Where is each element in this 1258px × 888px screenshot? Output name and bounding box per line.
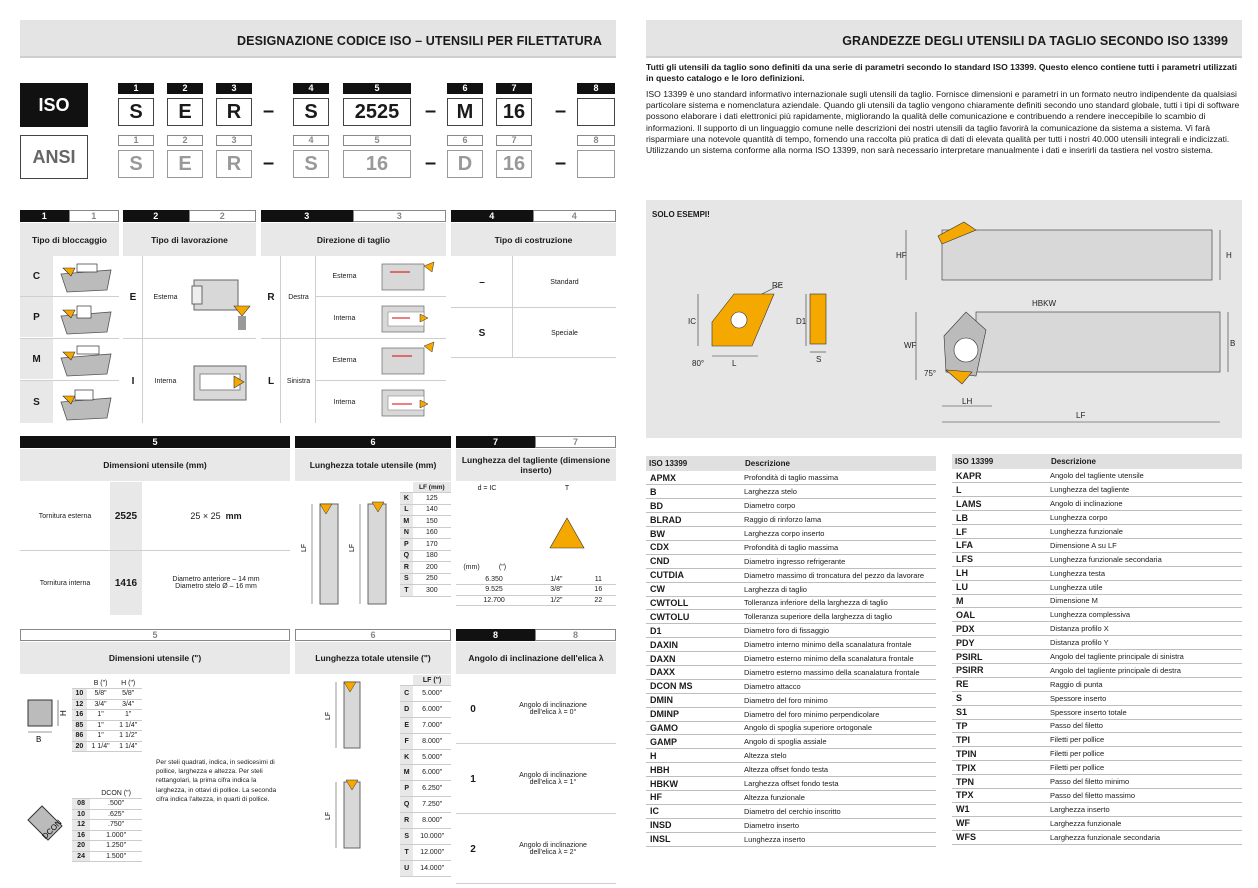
table-row: WFS Larghezza funzionale secondaria [952, 830, 1242, 844]
iso-code-box: E [167, 98, 203, 126]
section-4-title: Tipo di costruzione [451, 223, 616, 256]
direction-illustrations [376, 258, 444, 422]
table-row: LH Lunghezza testa [952, 566, 1242, 580]
section-2-title: Tipo di lavorazione [123, 223, 256, 256]
table-row: LU Lunghezza utile [952, 580, 1242, 594]
helix-code: 2 [470, 843, 476, 855]
inch-unit: (") [498, 563, 507, 571]
table-row: 86 1" 1 1/2" [72, 731, 142, 742]
section-5b-title: Dimensioni utensile (") [20, 642, 290, 674]
svg-text:HBKW: HBKW [1032, 299, 1056, 308]
svg-text:B: B [36, 735, 42, 744]
dimension-label: Tornitura esterna [38, 512, 92, 520]
dimension-code: 2525 [110, 482, 142, 550]
tool-length-inch-illustration [320, 678, 380, 872]
direction-sub: Interna [333, 398, 356, 406]
table-row: DCON MS Diametro attacco [646, 679, 936, 693]
table-row: N 160 [400, 527, 451, 539]
left-page-title: DESIGNAZIONE CODICE ISO – UTENSILI PER FILETTATURA [20, 20, 616, 58]
ansi-code-box: 16 [496, 150, 532, 178]
section-2-header: 2 2 [123, 210, 256, 222]
table-row: DAXN Diametro esterno minimo della scanalatura frontale [646, 652, 936, 666]
operation-code: I [131, 375, 135, 387]
mm-unit: (mm) [463, 563, 480, 571]
table-row: M Dimensione M [952, 594, 1242, 608]
insert-size-table [456, 574, 616, 606]
direction-sub: Esterna [332, 356, 357, 364]
position-number: 1 [118, 83, 154, 94]
position-number: 8 [577, 83, 615, 94]
construction-label: Speciale [551, 329, 578, 337]
table-row: S 10.000" [400, 829, 451, 845]
table-row: LFA Dimensione A su LF [952, 538, 1242, 552]
table-row: E 7.000" [400, 717, 451, 733]
direction-code: R [267, 292, 275, 303]
clamp-code: C [20, 256, 53, 296]
section-5-title: Dimensioni utensile (mm) [20, 449, 290, 481]
svg-text:HF: HF [896, 251, 907, 260]
svg-text:L: L [732, 359, 737, 368]
table-row: PSIRR Angolo del tagliente principale di destra [952, 663, 1242, 677]
section-6b-header: 6 [295, 629, 451, 641]
iso-label: ISO [20, 83, 88, 127]
direction-sub: Interna [333, 314, 356, 322]
table-row: LF Lunghezza funzionale [952, 525, 1242, 539]
table-row: DAXIN Diametro interno minimo della scanalatura frontale [646, 638, 936, 652]
iso-code-box: M [447, 98, 483, 126]
shank-inch-table: B (") H (") 10 5/8" 5/8" 12 3/4" 3/4" 16 1" 1" 85 1" 1 1/4" 86 1" 1 1/2" 20 1 1/4" 1 1/4" [72, 678, 142, 752]
construction-code: S [478, 327, 486, 339]
ic-header: d = IC [477, 484, 497, 492]
helix-code: 0 [470, 703, 476, 715]
svg-text:IC: IC [688, 317, 696, 326]
iso-code-box: R [216, 98, 252, 126]
position-number: 7 [496, 135, 532, 146]
section-1-header: 1 1 [20, 210, 119, 222]
position-number: 4 [293, 83, 329, 94]
table-row: INSL Lunghezza inserto [646, 832, 936, 846]
length-table-inch: LF (") C 5.000" D 6.000" E 7.000" F 8.000" K 5.000" M 6.000" P 6.250" Q 7.250" R 8.000" S 10.000" T 12.000" U 14.000" [400, 675, 451, 877]
table-row: KAPR Angolo del tagliente utensile [952, 469, 1242, 483]
operation-code: E [129, 292, 137, 303]
helix-desc: Angolo di inclinazione dell'elica λ = 2° [519, 842, 587, 856]
ansi-code-box: D [447, 150, 483, 178]
table-row: S 250 [400, 573, 451, 585]
table-row: DMIN Diametro del foro minimo [646, 693, 936, 707]
section-4-header: 4 4 [451, 210, 616, 222]
table-row: HBH Altezza offset fondo testa [646, 763, 936, 777]
ansi-code-box: 16 [343, 150, 411, 178]
table-row: CW Larghezza di taglio [646, 582, 936, 596]
ansi-code-box [577, 150, 615, 178]
table-row: TPI Filetti per pollice [952, 733, 1242, 747]
table-row: CND Diametro ingresso refrigerante [646, 554, 936, 568]
clamp-code: P [20, 297, 53, 337]
table-row: PDX Distanza profilo X [952, 622, 1242, 636]
table-row: R 200 [400, 562, 451, 574]
table-row: 08 .500" [72, 799, 142, 810]
table-row: B Larghezza stelo [646, 485, 936, 499]
iso-param-table-2: ISO 13399 Descrizione KAPR Angolo del tagliente utensile L Lunghezza del tagliente LAMS Angolo di inclinazione LB Lunghezza corpo LF Lunghezza funzionale LFA Dimensione A su LF LFS Lunghezza funzionale secondaria LH Lunghezza testa LU Lunghezza utile M Dimensione M OAL Lunghezza complessiva PDX Distanza profilo X PDY Distanza profilo Y PSIRL Angolo del tagliente principale di sinistra PSIRR Angolo del tagliente principale di destra RE Raggio di punta S Spessore inserto S1 Spessore inserto totale TP Passo del filetto TPI Filetti per pollice TPIN Filetti per pollice TPIX Filetti per pollice TPN Passo del filetto minimo TPX Passo del filetto massimo W1 Larghezza inserto WF Larghezza funzionale WFS Larghezza funzionale secondaria [952, 454, 1242, 845]
direction-label: Destra [288, 294, 309, 301]
table-row: 16 1" 1" [72, 710, 142, 721]
table-row: CWTOLL Tolleranza inferiore della larghezza di taglio [646, 596, 936, 610]
table-row: INSD Diametro inserto [646, 818, 936, 832]
code-separator: – [555, 100, 567, 122]
section-8-header: 8 8 [456, 629, 616, 641]
dimension-code: 1416 [110, 551, 142, 615]
section-1-title: Tipo di bloccaggio [20, 223, 119, 256]
position-number: 8 [577, 135, 615, 146]
table-row: T 300 [400, 585, 451, 597]
iso-code-box: 16 [496, 98, 532, 126]
code-separator: – [425, 100, 437, 122]
examples-label: SOLO ESEMPI! [652, 210, 710, 219]
table-row: W1 Larghezza inserto [952, 802, 1242, 816]
table-row: C 5.000" [400, 686, 451, 702]
clamp-type-illustrations [53, 256, 119, 423]
section-5b-header: 5 [20, 629, 290, 641]
iso-param-table-1: ISO 13399 Descrizione APMX Profondità di taglio massima B Larghezza stelo BD Diametro corpo BLRAD Raggio di rinforzo lama BW Larghezza corpo inserto CDX Profondità di taglio massima CND Diametro ingresso refrigerante CUTDIA Diametro massimo di troncatura del pezzo da lavorare CW Larghezza di taglio CWTOLL Tolleranza inferiore della larghezza di taglio CWTOLU Tolleranza superiore della larghezza di taglio D1 Diametro foro di fissaggio DAXIN Diametro interno minimo della scanalatura frontale DAXN Diametro esterno minimo della scanalatura frontale DAXX Diametro esterno massimo della scanalatura frontale DCON MS Diametro attacco DMIN Diametro del foro minimo DMINP Diametro del foro minimo perpendicolare GAMO Angolo di spoglia superiore ortogonale GAMP Angolo di spoglia assiale H Altezza stelo HBH Altezza offset fondo testa HBKW Larghezza offset fondo testa HF Altezza funzionale IC Diametro del cerchio inscritto INSD Diametro inserto INSL Lunghezza inserto [646, 456, 936, 847]
helix-code: 1 [470, 773, 476, 785]
position-number: 3 [216, 83, 252, 94]
table-row: M 6.000" [400, 765, 451, 781]
iso-code-box [577, 98, 615, 126]
position-number: 5 [343, 135, 411, 146]
table-row: 12 3/4" 3/4" [72, 699, 142, 710]
svg-text:LF: LF [1076, 411, 1086, 420]
position-number: 6 [447, 83, 483, 94]
table-row: OAL Lunghezza complessiva [952, 608, 1242, 622]
table-row: LB Lunghezza corpo [952, 511, 1242, 525]
section-8-title: Angolo di inclinazione dell'elica λ [456, 642, 616, 674]
section-6-title: Lunghezza totale utensile (mm) [295, 449, 451, 481]
table-row: TP Passo del filetto [952, 719, 1242, 733]
svg-text:80°: 80° [692, 359, 705, 368]
table-row: TPIX Filetti per pollice [952, 761, 1242, 775]
table-row: 85 1" 1 1/4" [72, 720, 142, 731]
table-row: TPIN Filetti per pollice [952, 747, 1242, 761]
section-6b-title: Lunghezza totale utensile (") [295, 642, 451, 674]
direction-sub: Esterna [332, 273, 357, 280]
svg-text:LF: LF [325, 711, 332, 720]
section-6-header: 6 [295, 436, 451, 448]
table-row: F 8.000" [400, 733, 451, 749]
code-separator: – [425, 152, 437, 174]
right-page-title: GRANDEZZE DEGLI UTENSILI DA TAGLIO SECONDO ISO 13399 [646, 20, 1242, 58]
svg-text:LF: LF [349, 543, 356, 552]
svg-text:LF: LF [301, 543, 308, 552]
table-row: L 140 [400, 504, 451, 516]
table-row: DMINP Diametro del foro minimo perpendicolare [646, 707, 936, 721]
table-row: 16 1.000" [72, 830, 142, 841]
iso-code-box: 2525 [343, 98, 411, 126]
table-row: P 170 [400, 539, 451, 551]
intro-bold: Tutti gli utensili da taglio sono definiti da una serie di parametri secondo lo standard ISO 13399. Questo elenco contiene tutti i parametri utilizzati in questo catalogo e le loro definizioni. [646, 62, 1238, 84]
dimension-desc: 25 × 25 mm [190, 511, 242, 521]
table-row: LAMS Angolo di inclinazione [952, 497, 1242, 511]
length-table-mm: LF (mm) K 125 L 140 M 150 N 160 P 170 Q 180 R 200 S 250 T 300 [400, 482, 451, 597]
table-row: 20 1.250" [72, 841, 142, 852]
table-row: APMX Profondità di taglio massima [646, 471, 936, 485]
ansi-label: ANSI [20, 135, 88, 179]
svg-text:RE: RE [772, 281, 784, 290]
examples-panel [646, 200, 1242, 438]
table-row: 12.700 1/2" 22 [456, 595, 616, 606]
iso-code-box: S [293, 98, 329, 126]
direction-label: Sinistra [286, 377, 311, 385]
table-row: 10 .625" [72, 809, 142, 820]
section-3-title: Direzione di taglio [261, 223, 446, 256]
square-shank-icon [22, 690, 68, 746]
table-row: BLRAD Raggio di rinforzo lama [646, 513, 936, 527]
svg-text:D1: D1 [796, 317, 807, 326]
table-row: P 6.250" [400, 781, 451, 797]
table-row: TPX Passo del filetto massimo [952, 788, 1242, 802]
table-row: T 12.000" [400, 844, 451, 860]
table-row: 12 .750" [72, 820, 142, 831]
position-number: 2 [167, 135, 203, 146]
svg-text:75°: 75° [924, 369, 937, 378]
table-row: 9.525 3/8" 16 [456, 585, 616, 596]
table-row: D 6.000" [400, 701, 451, 717]
svg-text:LH: LH [962, 397, 973, 406]
svg-text:LF: LF [325, 811, 332, 820]
direction-code: L [267, 375, 275, 387]
table-row: CUTDIA Diametro massimo di troncatura del pezzo da lavorare [646, 568, 936, 582]
ansi-code-box: S [293, 150, 329, 178]
table-row: 6.350 1/4" 11 [456, 574, 616, 585]
triangle-insert-icon [548, 516, 586, 554]
table-row: 24 1.500" [72, 851, 142, 862]
t-header: T [564, 484, 570, 492]
ansi-code-box: S [118, 150, 154, 178]
clamp-code: S [20, 381, 53, 423]
position-number: 5 [343, 83, 411, 94]
position-number: 1 [118, 135, 154, 146]
section-7-header: 7 7 [456, 436, 616, 448]
table-row: S Spessore inserto [952, 691, 1242, 705]
table-row: GAMP Angolo di spoglia assiale [646, 735, 936, 749]
position-number: 4 [293, 135, 329, 146]
operation-illustrations [190, 270, 254, 410]
table-row: 20 1 1/4" 1 1/4" [72, 741, 142, 752]
table-row: Q 7.250" [400, 797, 451, 813]
position-number: 6 [447, 135, 483, 146]
dimension-label: Tornitura interna [39, 579, 91, 587]
svg-text:S: S [816, 355, 822, 364]
position-number: 7 [496, 83, 532, 94]
svg-text:B: B [1230, 339, 1236, 348]
section-3-header: 3 3 [261, 210, 446, 222]
table-row: K 125 [400, 493, 451, 505]
position-number: 2 [167, 83, 203, 94]
table-row: Q 180 [400, 550, 451, 562]
table-row: TPN Passo del filetto minimo [952, 775, 1242, 789]
table-row: H Altezza stelo [646, 749, 936, 763]
table-row: HF Altezza funzionale [646, 790, 936, 804]
round-shank-icon [22, 800, 68, 854]
iso-dimension-diagram [646, 200, 1242, 438]
section-5-header: 5 [20, 436, 290, 448]
table-row: CWTOLU Tolleranza superiore della larghezza di taglio [646, 610, 936, 624]
tool-length-illustration [298, 490, 398, 614]
table-row: D1 Diametro foro di fissaggio [646, 624, 936, 638]
code-separator: – [263, 100, 275, 122]
construction-label: Standard [550, 278, 579, 286]
ansi-code-box: E [167, 150, 203, 178]
ansi-code-box: R [216, 150, 252, 178]
dimension-desc: Diametro anteriore – 14 mm Diametro stelo Ø – 16 mm [172, 576, 260, 590]
table-row: U 14.000" [400, 860, 451, 876]
table-row: IC Diametro del cerchio inscritto [646, 804, 936, 818]
shank-note: Per steli quadrati, indica, in sedicesimi di pollice, larghezza e altezza. Per steli rettangolari, la prima cifra indica la larghezza, in ottavi di pollice. La seconda cifra indica l'altezza, in quarti di pollice. [156, 759, 277, 803]
svg-text:DCON: DCON [40, 817, 64, 841]
table-row: R 8.000" [400, 813, 451, 829]
table-row: DAXX Diametro esterno massimo della scanalatura frontale [646, 665, 936, 679]
position-number: 3 [216, 135, 252, 146]
svg-text:H: H [59, 710, 68, 716]
helix-desc: Angolo di inclinazione dell'elica λ = 0° [519, 702, 587, 716]
helix-desc: Angolo di inclinazione dell'elica λ = 1° [519, 772, 587, 786]
operation-label: Esterna [153, 294, 178, 301]
table-row: PSIRL Angolo del tagliente principale di sinistra [952, 650, 1242, 664]
table-row: M 150 [400, 516, 451, 528]
intro-text: ISO 13399 è uno standard informativo internazionale sugli utensili da taglio. Fornisce dimensioni e parametri in un formato neutro indipendente da qualsiasi particolare sistema e nomenclatura aziendale. Quando gli utensili da taglio vengono chiaramente definiti secondo uno standard globale, tutti i tipi di software possono elaborare i dati elettronici più rapidamente, migliorando la qualità delle comunicazione e contribuendo a rendere ineccepibile lo scambio di informazioni. Il supporto di un linguaggio comune nelle descrizioni dei nostri utensili da taglio favorirà la comunicazione da sistema a sistema. Vi farà risparmiare una notevole quantità di tempo, fornendo una raccolta più pratica di dati di elevata qualità per tutti i nostri 40.000 utensili integrali e indicizzati. Utilizzando un sistema conforme alla norma ISO 13399, non sarà necessario interpretare manualmente i dati e inserirli da tastiera nel vostro sistema. [646, 89, 1240, 156]
clamp-code: M [20, 339, 53, 379]
operation-label: Interna [154, 377, 177, 385]
table-row: HBKW Larghezza offset fondo testa [646, 777, 936, 791]
code-separator: – [555, 152, 567, 174]
svg-text:WF: WF [904, 341, 917, 350]
section-7-title: Lunghezza del tagliente (dimensione inserto) [456, 449, 616, 481]
table-row: 10 5/8" 5/8" [72, 689, 142, 700]
table-row: K 5.000" [400, 749, 451, 765]
construction-code: – [479, 276, 485, 288]
table-row: PDY Distanza profilo Y [952, 636, 1242, 650]
table-row: RE Raggio di punta [952, 677, 1242, 691]
table-row: CDX Profondità di taglio massima [646, 540, 936, 554]
svg-text:H: H [1226, 251, 1232, 260]
table-row: S1 Spessore inserto totale [952, 705, 1242, 719]
table-row: GAMO Angolo di spoglia superiore ortogonale [646, 721, 936, 735]
table-row: LFS Lunghezza funzionale secondaria [952, 552, 1242, 566]
iso-code-box: S [118, 98, 154, 126]
table-row: BD Diametro corpo [646, 499, 936, 513]
table-row: L Lunghezza del tagliente [952, 483, 1242, 497]
table-row: WF Larghezza funzionale [952, 816, 1242, 830]
table-row: BW Larghezza corpo inserto [646, 527, 936, 541]
dcon-table: DCON (") 08 .500" 10 .625" 12 .750" 16 1.000" 20 1.250" 24 1.500" [72, 788, 142, 862]
code-separator: – [263, 152, 275, 174]
